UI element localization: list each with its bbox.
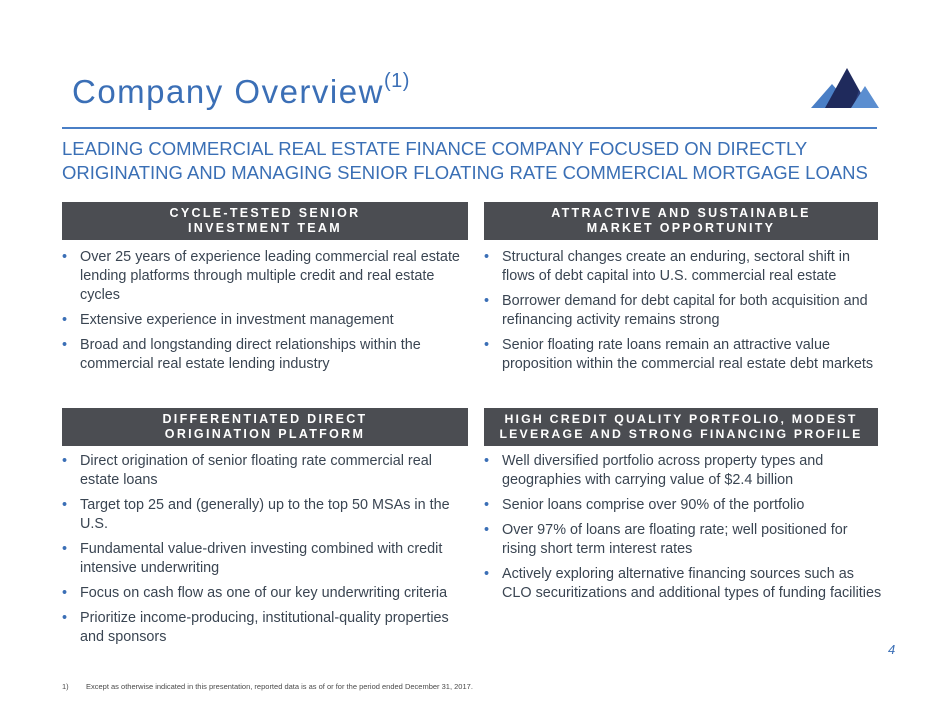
section-bullets-market-opportunity [484,248,884,380]
bullet-icon: • [484,337,490,353]
list-item [62,452,472,490]
section-bullets-credit-quality [484,452,884,609]
section-header-investment-team [62,202,468,240]
list-item [484,565,884,603]
bullet-icon: • [484,522,490,538]
page-title [72,70,410,111]
mountain-logo-icon [811,66,879,108]
bullet-icon: • [484,566,490,582]
section-header-line: LEVERAGE AND STRONG FINANCING PROFILE [499,427,863,441]
section-header-credit-quality [484,408,878,446]
bullet-text: Target top 25 and (generally) up to the top 50 MSAs in the U.S. [80,497,450,532]
section-header-line: INVESTMENT TEAM [188,221,342,235]
bullet-text: Structural changes create an enduring, sectoral shift in flows of debt capital into U.S. commercial real estate [502,249,850,284]
footnote-number: 1) [62,682,69,691]
bullet-text: Extensive experience in investment management [80,312,394,328]
bullet-text: Direct origination of senior floating rate commercial real estate loans [80,453,432,488]
section-bullets-investment-team [62,248,472,380]
list-item [484,248,884,286]
bullet-text: Well diversified portfolio across property types and geographies with carrying value of $2.4 billion [502,453,824,488]
section-header-line: ATTRACTIVE AND SUSTAINABLE [551,206,811,220]
bullet-text: Over 97% of loans are floating rate; well positioned for rising short term interest rates [502,522,848,557]
section-header-market-opportunity [484,202,878,240]
bullet-icon: • [62,312,68,328]
bullet-icon: • [62,541,68,557]
bullet-text: Broad and longstanding direct relationships within the commercial real estate lending industry [80,337,421,372]
bullet-text: Fundamental value-driven investing combined with credit intensive underwriting [80,541,443,576]
bullet-icon: • [62,337,68,353]
bullet-icon: • [484,497,490,513]
section-header-line: HIGH CREDIT QUALITY PORTFOLIO, MODEST [504,412,858,426]
list-item [484,521,884,559]
list-item [62,336,472,374]
list-item [62,248,472,305]
list-item [62,609,472,647]
page-number: 4 [888,642,896,657]
section-header-origination-platform [62,408,468,446]
footnote [62,682,473,691]
title-footnote-ref: (1) [383,70,410,92]
list-item [484,336,884,374]
bullet-icon: • [484,453,490,469]
bullet-text: Focus on cash flow as one of our key underwriting criteria [80,585,448,601]
bullet-text: Senior floating rate loans remain an attractive value proposition within the commercial real estate debt markets [502,337,874,372]
list-item [62,311,472,330]
section-header-line: CYCLE-TESTED SENIOR [169,206,361,220]
headline: LEADING COMMERCIAL REAL ESTATE FINANCE COMPANY FOCUSED ON DIRECTLY ORIGINATING AND MANAGING SENIOR FLOATING RATE COMMERCIAL MORTGAGE LOANS [62,138,868,183]
bullet-text: Borrower demand for debt capital for both acquisition and refinancing activity remains strong [502,293,868,328]
list-item [62,540,472,578]
list-item [484,496,884,515]
list-item [62,496,472,534]
section-header-line: ORIGINATION PLATFORM [164,427,366,441]
bullet-icon: • [62,610,68,626]
bullet-icon: • [62,585,68,601]
footnote-text: Except as otherwise indicated in this presentation, reported data is as of or for the period ended December 31, 2017. [86,682,473,691]
bullet-icon: • [484,249,490,265]
list-item [484,292,884,330]
bullet-text: Prioritize income-producing, institutional-quality properties and sponsors [80,610,449,645]
title-main: Company Overview [72,73,384,110]
bullet-text: Over 25 years of experience leading commercial real estate lending platforms through multiple credit and real estate cycles [80,249,460,303]
bullet-icon: • [62,249,68,265]
section-bullets-origination-platform [62,452,472,653]
bullet-text: Senior loans comprise over 90% of the portfolio [502,497,805,513]
bullet-text: Actively exploring alternative financing sources such as CLO securitizations and additional types of funding facilities [502,566,882,601]
bullet-icon: • [62,497,68,513]
section-header-line: MARKET OPPORTUNITY [586,221,776,235]
list-item [62,584,472,603]
title-divider [62,127,877,129]
section-header-line: DIFFERENTIATED DIRECT [162,412,368,426]
bullet-icon: • [62,453,68,469]
bullet-icon: • [484,293,490,309]
list-item [484,452,884,490]
